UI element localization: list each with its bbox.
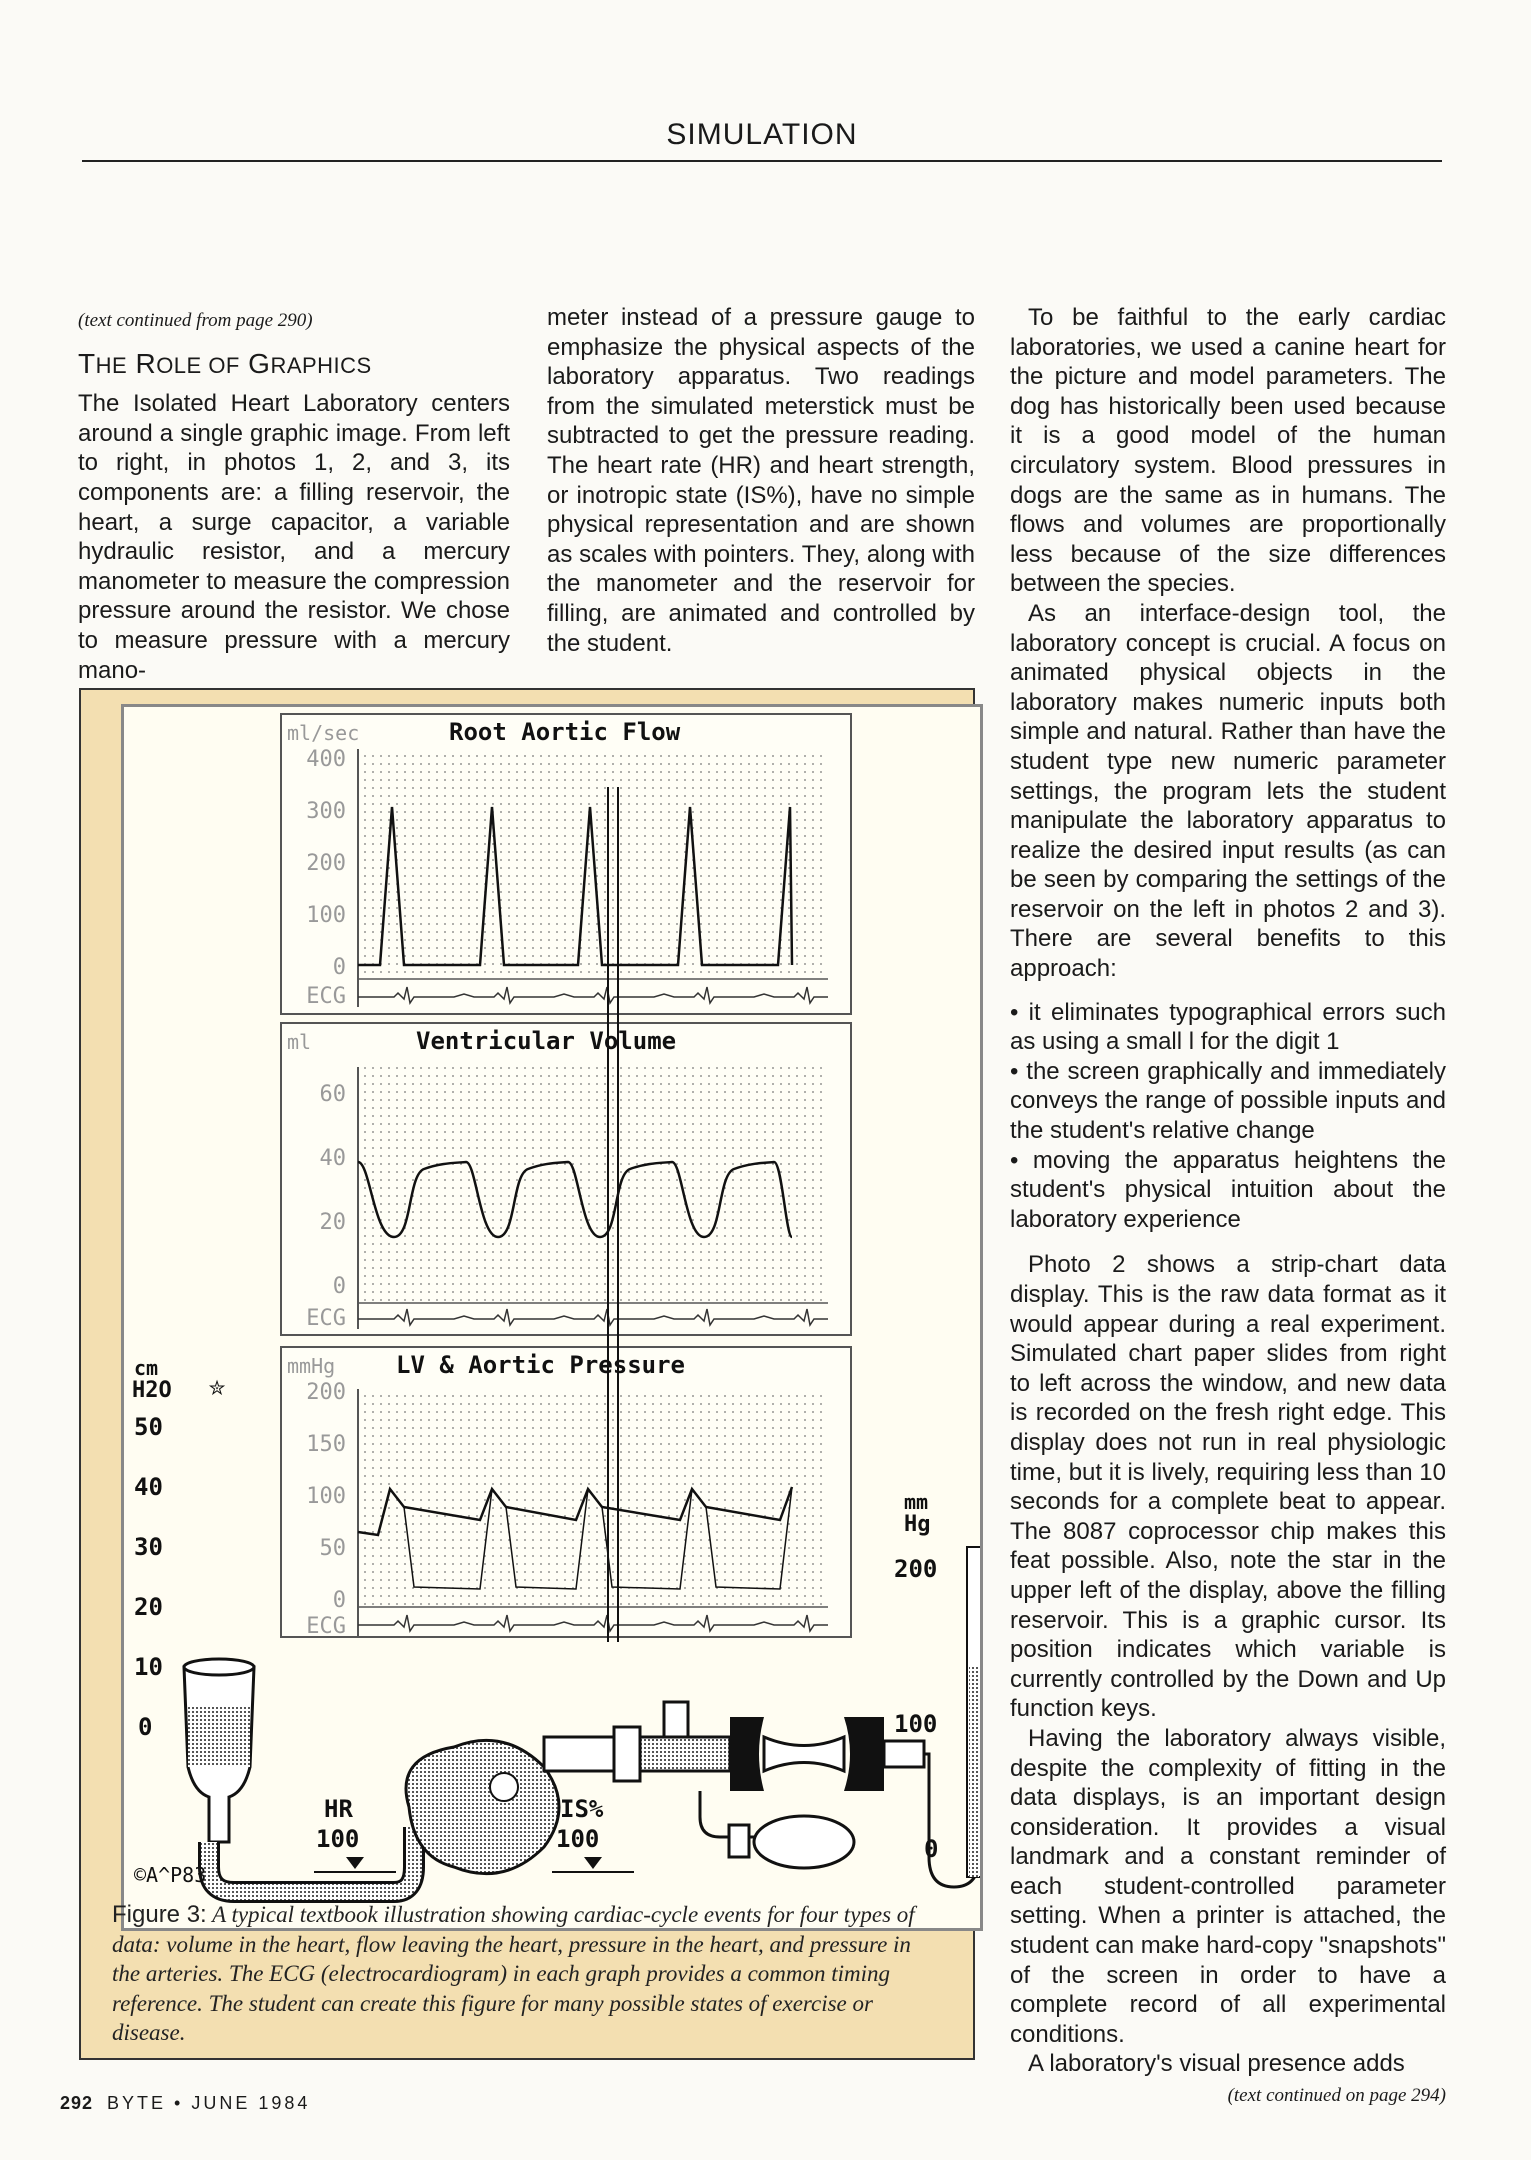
pressure-ecg-label: ECG (306, 1614, 346, 1639)
reservoir-tick: 0 (138, 1713, 153, 1741)
pressure-tick: 100 (306, 1484, 346, 1509)
volume-title: Ventricular Volume (416, 1027, 677, 1055)
flow-panel (281, 714, 851, 1014)
manometer-tick: 100 (894, 1710, 938, 1738)
flow-ecg-label: ECG (306, 984, 346, 1009)
is-value[interactable]: 100 (556, 1825, 600, 1853)
manometer-scale (894, 1490, 938, 1863)
lab-screen-svg (124, 707, 980, 1928)
paragraph: To be faithful to the early cardiac laboratories, we used a canine heart for the picture and model parameters. The dog has historically been used because it is a good model of the human circulatory system. Blood pressures in dogs are the same as in humans. The flows and volumes are proportionally less because of the size differences between the species. (1010, 304, 1446, 598)
section-heading: THE ROLE OF GRAPHICS (78, 347, 372, 379)
column-1 (78, 306, 510, 685)
reservoir-tick: 30 (134, 1533, 163, 1561)
paragraph: As an interface-design tool, the laboratory concept is crucial. A focus on animated physical objects in the laboratory makes numeric inputs both simple and natural. Rather than have the student type new numeric parameter settings, the program lets the student manipulate the laboratory apparatus to realize the desired input results (as can be seen by comparing the settings of the reservoir on the left in photos 2 and 3). There are several benefits to this approach: (1010, 599, 1446, 983)
hr-value[interactable]: 100 (316, 1825, 360, 1853)
paragraph: The Isolated Heart Laboratory centers around a single graphic image. From left to right, in photos 1, 2, and 3, its components are: a filling reservoir, the heart, a surge capacitor, a variable hydraulic resistor, and a mercury manometer to measure the compression pressure around the resistor. We chose to measure pressure with a mercury mano- (78, 390, 510, 684)
reservoir-tick: 50 (134, 1413, 163, 1441)
star-cursor-icon[interactable]: ✮ (208, 1368, 227, 1403)
paragraph: A laboratory's visual presence adds (1028, 2050, 1405, 2078)
manometer-tick: 200 (894, 1555, 938, 1583)
volume-panel (281, 1023, 851, 1335)
copyright-mark: ©A^P83 (134, 1863, 207, 1887)
volume-tick: 0 (332, 1274, 346, 1299)
benefit-list (1010, 998, 1446, 1235)
page-footer (60, 2093, 310, 2114)
flow-tick: 400 (306, 747, 346, 772)
reservoir-tick: 10 (134, 1653, 163, 1681)
is-pointer-icon (584, 1857, 602, 1869)
figure-3 (79, 688, 975, 2060)
manometer-tick: 0 (924, 1835, 939, 1863)
flow-unit: ml/sec (287, 721, 360, 745)
manometer-unit-top: mm (904, 1490, 929, 1514)
caption-lead: Figure 3: (112, 1901, 207, 1928)
volume-unit: ml (287, 1030, 312, 1054)
continued-on: (text continued on page 294) (1227, 2085, 1446, 2107)
page-number: 292 (60, 2093, 94, 2113)
pressure-title: LV & Aortic Pressure (396, 1351, 685, 1379)
list-item: • moving the apparatus heightens the student's physical intuition about the laboratory experience (1010, 1146, 1446, 1233)
reservoir-unit-bottom: H2O (132, 1378, 172, 1403)
pressure-tick: 150 (306, 1432, 346, 1457)
magazine-issue: BYTE • JUNE 1984 (107, 2093, 311, 2113)
hr-control (314, 1795, 396, 1872)
pressure-tick: 50 (319, 1536, 346, 1561)
flow-title: Root Aortic Flow (449, 718, 681, 746)
is-label: IS% (560, 1795, 604, 1823)
reservoir-unit-top: cm (134, 1356, 159, 1380)
pressure-panel (281, 1347, 851, 1639)
hydraulic-resistor (730, 1717, 764, 1791)
continued-from: (text continued from page 290) (78, 310, 313, 331)
list-item: • it eliminates typographical errors such as using a small l for the digit 1 (1010, 998, 1446, 1056)
mercury-column (969, 1667, 979, 1877)
paragraph: Photo 2 shows a strip-chart data display. This is the raw data format as it would appear during a real experiment. Simulated chart paper slides from right to left across the window, and new data is recorded on the fresh right edge. This display does not run in real physiologic time, but it is lively, requiring less than 10 seconds for a complete beat to appear. The 8087 coprocessor chip makes this feat possible. Also, note the star in the upper left of the display, above the filling reservoir. This is a graphic cursor. Its position indicates which variable is currently controlled by the Down and Up function keys. (1010, 1251, 1446, 1723)
simulation-screen (121, 704, 983, 1931)
pressure-unit: mmHg (287, 1354, 336, 1378)
pump-bulb (754, 1816, 854, 1868)
reservoir-tick: 40 (134, 1473, 163, 1501)
paragraph: Having the laboratory always visible, despite the complexity of fitting in the data displays, is an important design consideration. It provides a visual landmark and a constant reminder of each student-controlled parameter setting. When a printer is attached, the student can make hard-copy "snapshots" of the screen in order to have a complete record of all experimental conditions. (1010, 1724, 1446, 2048)
flow-tick: 300 (306, 799, 346, 824)
section-header: SIMULATION (666, 118, 858, 151)
surge-capacitor (640, 1737, 730, 1771)
volume-tick: 40 (319, 1146, 346, 1171)
hr-label: HR (324, 1795, 353, 1823)
hr-pointer-icon (346, 1857, 364, 1869)
flow-tick: 100 (306, 903, 346, 928)
heart (406, 1740, 559, 1873)
pressure-tick: 0 (332, 1588, 346, 1613)
volume-ecg-label: ECG (306, 1306, 346, 1331)
volume-tick: 60 (319, 1082, 346, 1107)
list-item: • the screen graphically and immediately conveys the range of possible inputs and the student's relative change (1010, 1057, 1446, 1145)
volume-tick: 20 (319, 1210, 346, 1235)
flow-tick: 0 (332, 955, 346, 980)
flow-tick: 200 (306, 851, 346, 876)
reservoir-tick: 20 (134, 1593, 163, 1621)
caption-text: A typical textbook illustration showing cardiac-cycle events for four types of data: volume in the heart, flow leaving the heart, pressure in the heart, and pressure in the arteries. The ECG (electrocardiogram) in each graph provides a common timing reference. The student can create this figure for many possible states of exercise or disease. (112, 1902, 915, 2045)
column-3 (1010, 303, 1446, 2111)
manometer-unit-bottom: Hg (904, 1512, 931, 1537)
paragraph: meter instead of a pressure gauge to emphasize the physical aspects of the laboratory apparatus. Two readings from the simulated meterstick must be subtracted to get the pressure reading. The heart rate (HR) and heart strength, or inotropic state (IS%), have no simple physical representation and are shown as scales with pointers. They, along with the manometer and the reservoir for filling, are animated and controlled by the student. (547, 304, 975, 657)
figure-caption (112, 1900, 942, 2048)
column-2 (547, 303, 975, 658)
reservoir-fluid (188, 1707, 250, 1767)
is-control (552, 1795, 634, 1872)
pressure-tick: 200 (306, 1380, 346, 1405)
header-rule (82, 160, 1442, 162)
